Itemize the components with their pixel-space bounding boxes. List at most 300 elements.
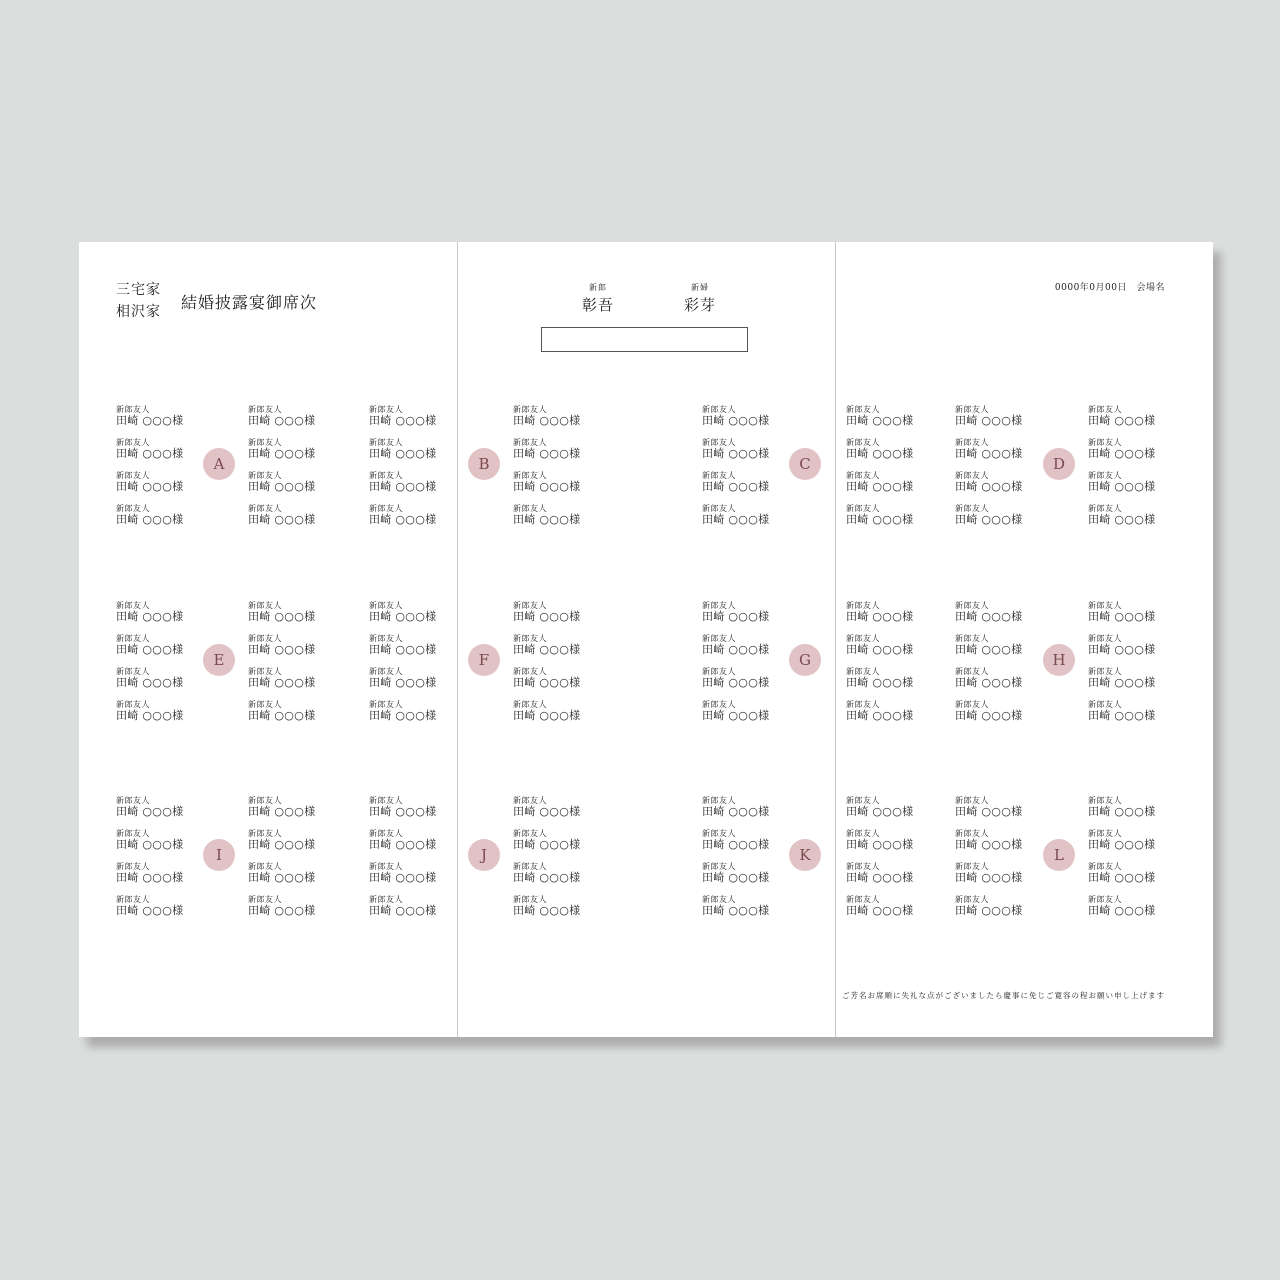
- guest-entry: [369, 829, 459, 852]
- guest-name: 田崎 ○○○様: [369, 643, 437, 656]
- guest-name: 田崎 ○○○様: [702, 447, 770, 460]
- guest-entry: [513, 634, 603, 657]
- guest-name: 田崎 ○○○様: [248, 709, 316, 722]
- guest-name: 田崎 ○○○様: [248, 871, 316, 884]
- guest-entry: [369, 405, 459, 428]
- guest-relation: 新郎友人: [955, 700, 989, 709]
- guest-relation: 新郎友人: [513, 471, 547, 480]
- guest-name: 田崎 ○○○様: [846, 676, 914, 689]
- guest-name: 田崎 ○○○様: [846, 871, 914, 884]
- guest-relation: 新郎友人: [513, 700, 547, 709]
- guest-entry: [1088, 504, 1178, 527]
- guest-entry: [513, 667, 603, 690]
- table-marker-f: F: [468, 644, 500, 676]
- guest-relation: 新郎友人: [955, 829, 989, 838]
- guest-relation: 新郎友人: [116, 438, 150, 447]
- guest-relation: 新郎友人: [846, 634, 880, 643]
- guest-relation: 新郎友人: [116, 700, 150, 709]
- guest-entry: [369, 862, 459, 885]
- guest-entry: [513, 700, 603, 723]
- guest-name: 田崎 ○○○様: [846, 610, 914, 623]
- guest-relation: 新郎友人: [1088, 405, 1122, 414]
- guest-entry: [702, 438, 792, 461]
- guest-entry: [955, 700, 1045, 723]
- guest-name: 田崎 ○○○様: [513, 447, 581, 460]
- guest-relation: 新郎友人: [846, 405, 880, 414]
- guest-relation: 新郎友人: [248, 504, 282, 513]
- guest-name: 田崎 ○○○様: [846, 643, 914, 656]
- guest-relation: 新郎友人: [513, 895, 547, 904]
- guest-entry: [116, 471, 206, 494]
- guest-entry: [955, 405, 1045, 428]
- family-names: [116, 279, 161, 323]
- guest-entry: [846, 829, 936, 852]
- guest-entry: [955, 862, 1045, 885]
- guest-relation: 新郎友人: [116, 601, 150, 610]
- guest-entry: [116, 895, 206, 918]
- bride-name: 彩芽: [683, 296, 716, 314]
- guest-name: 田崎 ○○○様: [955, 838, 1023, 851]
- guest-relation: 新郎友人: [248, 895, 282, 904]
- guest-relation: 新郎友人: [702, 471, 736, 480]
- guest-name: 田崎 ○○○様: [702, 513, 770, 526]
- guest-relation: 新郎友人: [369, 405, 403, 414]
- table-marker-k: K: [789, 839, 821, 871]
- guest-entry: [1088, 796, 1178, 819]
- guest-name: 田崎 ○○○様: [1088, 414, 1156, 427]
- guest-relation: 新郎友人: [116, 471, 150, 480]
- guest-relation: 新郎友人: [1088, 504, 1122, 513]
- guest-name: 田崎 ○○○様: [702, 838, 770, 851]
- guest-entry: [955, 667, 1045, 690]
- guest-name: 田崎 ○○○様: [955, 513, 1023, 526]
- guest-entry: [369, 796, 459, 819]
- guest-name: 田崎 ○○○様: [116, 904, 184, 917]
- guest-name: 田崎 ○○○様: [1088, 805, 1156, 818]
- guest-name: 田崎 ○○○様: [248, 805, 316, 818]
- guest-name: 田崎 ○○○様: [248, 447, 316, 460]
- guest-entry: [846, 796, 936, 819]
- guest-name: 田崎 ○○○様: [846, 805, 914, 818]
- guest-name: 田崎 ○○○様: [955, 904, 1023, 917]
- guest-entry: [116, 667, 206, 690]
- guest-relation: 新郎友人: [846, 667, 880, 676]
- guest-name: 田崎 ○○○様: [846, 513, 914, 526]
- guest-name: 田崎 ○○○様: [955, 447, 1023, 460]
- guest-entry: [513, 895, 603, 918]
- guest-relation: 新郎友人: [513, 504, 547, 513]
- guest-entry: [702, 862, 792, 885]
- table-marker-j: J: [468, 839, 500, 871]
- guest-entry: [955, 829, 1045, 852]
- guest-relation: 新郎友人: [513, 796, 547, 805]
- guest-relation: 新郎友人: [955, 895, 989, 904]
- guest-name: 田崎 ○○○様: [846, 904, 914, 917]
- guest-name: 田崎 ○○○様: [369, 871, 437, 884]
- guest-entry: [955, 634, 1045, 657]
- guest-entry: [116, 601, 206, 624]
- guest-name: 田崎 ○○○様: [846, 709, 914, 722]
- guest-entry: [513, 405, 603, 428]
- guest-relation: 新郎友人: [116, 862, 150, 871]
- guest-relation: 新郎友人: [1088, 471, 1122, 480]
- table-marker-g: G: [789, 644, 821, 676]
- guest-entry: [846, 405, 936, 428]
- guest-entry: [369, 634, 459, 657]
- document-title: 結婚披露宴御席次: [181, 293, 318, 312]
- guest-name: 田崎 ○○○様: [846, 838, 914, 851]
- guest-name: 田崎 ○○○様: [1088, 610, 1156, 623]
- guest-relation: 新郎友人: [369, 796, 403, 805]
- guest-name: 田崎 ○○○様: [116, 805, 184, 818]
- guest-relation: 新郎友人: [846, 438, 880, 447]
- guest-relation: 新郎友人: [702, 700, 736, 709]
- guest-entry: [513, 862, 603, 885]
- guest-entry: [248, 796, 338, 819]
- guest-name: 田崎 ○○○様: [702, 676, 770, 689]
- guest-entry: [248, 862, 338, 885]
- family-name-2: 相沢家: [116, 304, 161, 320]
- guest-entry: [116, 405, 206, 428]
- guest-relation: 新郎友人: [513, 634, 547, 643]
- guest-relation: 新郎友人: [1088, 829, 1122, 838]
- guest-name: 田崎 ○○○様: [248, 676, 316, 689]
- guest-entry: [116, 438, 206, 461]
- head-table-box: [541, 327, 748, 352]
- guest-name: 田崎 ○○○様: [702, 414, 770, 427]
- guest-relation: 新郎友人: [846, 895, 880, 904]
- guest-entry: [369, 438, 459, 461]
- guest-entry: [369, 471, 459, 494]
- guest-name: 田崎 ○○○様: [513, 414, 581, 427]
- guest-relation: 新郎友人: [513, 438, 547, 447]
- guest-relation: 新郎友人: [369, 700, 403, 709]
- guest-relation: 新郎友人: [1088, 700, 1122, 709]
- guest-relation: 新郎友人: [955, 667, 989, 676]
- guest-name: 田崎 ○○○様: [248, 904, 316, 917]
- guest-relation: 新郎友人: [248, 667, 282, 676]
- guest-name: 田崎 ○○○様: [1088, 676, 1156, 689]
- guest-name: 田崎 ○○○様: [369, 904, 437, 917]
- guest-name: 田崎 ○○○様: [955, 709, 1023, 722]
- guest-name: 田崎 ○○○様: [1088, 871, 1156, 884]
- guest-entry: [248, 667, 338, 690]
- guest-relation: 新郎友人: [248, 700, 282, 709]
- guest-name: 田崎 ○○○様: [1088, 643, 1156, 656]
- guest-entry: [116, 796, 206, 819]
- guest-entry: [702, 796, 792, 819]
- guest-name: 田崎 ○○○様: [1088, 709, 1156, 722]
- guest-relation: 新郎友人: [513, 829, 547, 838]
- guest-name: 田崎 ○○○様: [846, 447, 914, 460]
- guest-entry: [513, 471, 603, 494]
- guest-relation: 新郎友人: [846, 700, 880, 709]
- guest-entry: [702, 667, 792, 690]
- guest-name: 田崎 ○○○様: [369, 610, 437, 623]
- guest-relation: 新郎友人: [1088, 796, 1122, 805]
- guest-name: 田崎 ○○○様: [369, 447, 437, 460]
- guest-name: 田崎 ○○○様: [1088, 480, 1156, 493]
- guest-name: 田崎 ○○○様: [513, 676, 581, 689]
- guest-name: 田崎 ○○○様: [116, 676, 184, 689]
- guest-relation: 新郎友人: [955, 438, 989, 447]
- guest-entry: [1088, 405, 1178, 428]
- guest-relation: 新郎友人: [369, 862, 403, 871]
- groom-role: 新郎: [589, 283, 607, 292]
- guest-name: 田崎 ○○○様: [955, 805, 1023, 818]
- guest-entry: [248, 601, 338, 624]
- guest-relation: 新郎友人: [369, 634, 403, 643]
- guest-entry: [955, 796, 1045, 819]
- guest-relation: 新郎友人: [369, 438, 403, 447]
- guest-relation: 新郎友人: [513, 862, 547, 871]
- guest-entry: [846, 504, 936, 527]
- guest-relation: 新郎友人: [116, 667, 150, 676]
- guest-relation: 新郎友人: [1088, 667, 1122, 676]
- guest-name: 田崎 ○○○様: [116, 480, 184, 493]
- guest-relation: 新郎友人: [513, 405, 547, 414]
- guest-name: 田崎 ○○○様: [702, 904, 770, 917]
- guest-name: 田崎 ○○○様: [955, 643, 1023, 656]
- guest-relation: 新郎友人: [248, 438, 282, 447]
- guest-relation: 新郎友人: [702, 862, 736, 871]
- guest-relation: 新郎友人: [846, 829, 880, 838]
- guest-name: 田崎 ○○○様: [248, 610, 316, 623]
- guest-entry: [248, 895, 338, 918]
- guest-name: 田崎 ○○○様: [369, 513, 437, 526]
- guest-entry: [846, 438, 936, 461]
- guest-name: 田崎 ○○○様: [513, 513, 581, 526]
- table-marker-d: D: [1043, 448, 1075, 480]
- guest-name: 田崎 ○○○様: [369, 414, 437, 427]
- guest-entry: [955, 601, 1045, 624]
- guest-name: 田崎 ○○○様: [1088, 513, 1156, 526]
- guest-relation: 新郎友人: [955, 405, 989, 414]
- guest-name: 田崎 ○○○様: [702, 709, 770, 722]
- guest-entry: [513, 829, 603, 852]
- guest-entry: [513, 601, 603, 624]
- guest-relation: 新郎友人: [846, 862, 880, 871]
- guest-entry: [248, 700, 338, 723]
- guest-relation: 新郎友人: [846, 601, 880, 610]
- guest-entry: [116, 829, 206, 852]
- guest-entry: [513, 796, 603, 819]
- guest-relation: 新郎友人: [1088, 601, 1122, 610]
- guest-relation: 新郎友人: [248, 862, 282, 871]
- guest-entry: [513, 504, 603, 527]
- guest-relation: 新郎友人: [955, 634, 989, 643]
- guest-name: 田崎 ○○○様: [513, 838, 581, 851]
- guest-entry: [702, 405, 792, 428]
- guest-relation: 新郎友人: [955, 504, 989, 513]
- guest-entry: [702, 471, 792, 494]
- guest-name: 田崎 ○○○様: [248, 480, 316, 493]
- guest-name: 田崎 ○○○様: [702, 805, 770, 818]
- guest-entry: [116, 862, 206, 885]
- guest-entry: [369, 895, 459, 918]
- guest-name: 田崎 ○○○様: [248, 513, 316, 526]
- guest-name: 田崎 ○○○様: [513, 805, 581, 818]
- guest-relation: 新郎友人: [369, 667, 403, 676]
- guest-relation: 新郎友人: [702, 405, 736, 414]
- closing-message: ご芳名お席順に失礼な点がございましたら慶事に免じご寛容の程お願い申し上げます: [842, 991, 1165, 1000]
- guest-name: 田崎 ○○○様: [513, 904, 581, 917]
- guest-entry: [1088, 471, 1178, 494]
- guest-relation: 新郎友人: [369, 601, 403, 610]
- guest-entry: [846, 895, 936, 918]
- guest-name: 田崎 ○○○様: [369, 480, 437, 493]
- guest-relation: 新郎友人: [116, 895, 150, 904]
- guest-name: 田崎 ○○○様: [116, 513, 184, 526]
- guest-name: 田崎 ○○○様: [369, 838, 437, 851]
- guest-name: 田崎 ○○○様: [116, 447, 184, 460]
- guest-entry: [702, 634, 792, 657]
- guest-relation: 新郎友人: [702, 438, 736, 447]
- guest-name: 田崎 ○○○様: [702, 643, 770, 656]
- guest-name: 田崎 ○○○様: [513, 709, 581, 722]
- guest-relation: 新郎友人: [369, 829, 403, 838]
- guest-relation: 新郎友人: [116, 405, 150, 414]
- guest-name: 田崎 ○○○様: [116, 643, 184, 656]
- guest-relation: 新郎友人: [1088, 895, 1122, 904]
- guest-relation: 新郎友人: [702, 634, 736, 643]
- guest-name: 田崎 ○○○様: [369, 676, 437, 689]
- guest-entry: [955, 438, 1045, 461]
- guest-relation: 新郎友人: [248, 601, 282, 610]
- guest-entry: [1088, 634, 1178, 657]
- guest-name: 田崎 ○○○様: [513, 480, 581, 493]
- bride-role: 新婦: [691, 283, 709, 292]
- guest-name: 田崎 ○○○様: [955, 871, 1023, 884]
- guest-name: 田崎 ○○○様: [955, 610, 1023, 623]
- guest-name: 田崎 ○○○様: [846, 414, 914, 427]
- guest-entry: [1088, 438, 1178, 461]
- guest-entry: [116, 504, 206, 527]
- guest-name: 田崎 ○○○様: [513, 643, 581, 656]
- guest-entry: [369, 700, 459, 723]
- family-name-1: 三宅家: [116, 282, 161, 298]
- guest-relation: 新郎友人: [116, 634, 150, 643]
- guest-entry: [702, 601, 792, 624]
- seating-chart-sheet: [79, 242, 1213, 1037]
- guest-entry: [248, 504, 338, 527]
- guest-entry: [369, 504, 459, 527]
- guest-entry: [955, 471, 1045, 494]
- guest-entry: [248, 634, 338, 657]
- guest-entry: [846, 634, 936, 657]
- guest-relation: 新郎友人: [513, 667, 547, 676]
- guest-relation: 新郎友人: [1088, 438, 1122, 447]
- guest-entry: [1088, 829, 1178, 852]
- guest-relation: 新郎友人: [955, 471, 989, 480]
- guest-entry: [248, 471, 338, 494]
- guest-relation: 新郎友人: [116, 504, 150, 513]
- guest-entry: [955, 895, 1045, 918]
- guest-name: 田崎 ○○○様: [116, 709, 184, 722]
- guest-entry: [702, 829, 792, 852]
- guest-entry: [248, 405, 338, 428]
- table-marker-c: C: [789, 448, 821, 480]
- guest-name: 田崎 ○○○様: [955, 676, 1023, 689]
- table-marker-e: E: [203, 644, 235, 676]
- guest-relation: 新郎友人: [955, 862, 989, 871]
- guest-relation: 新郎友人: [702, 796, 736, 805]
- guest-relation: 新郎友人: [846, 471, 880, 480]
- table-marker-i: I: [203, 839, 235, 871]
- guest-name: 田崎 ○○○様: [1088, 904, 1156, 917]
- guest-entry: [1088, 601, 1178, 624]
- guest-relation: 新郎友人: [702, 504, 736, 513]
- guest-relation: 新郎友人: [1088, 862, 1122, 871]
- guest-name: 田崎 ○○○様: [1088, 447, 1156, 460]
- guest-name: 田崎 ○○○様: [369, 709, 437, 722]
- date-venue: 0000年0月00日 会場名: [1054, 283, 1165, 293]
- guest-entry: [116, 700, 206, 723]
- guest-relation: 新郎友人: [702, 667, 736, 676]
- guest-entry: [1088, 862, 1178, 885]
- guest-name: 田崎 ○○○様: [248, 838, 316, 851]
- guest-name: 田崎 ○○○様: [116, 838, 184, 851]
- guest-entry: [1088, 667, 1178, 690]
- guest-name: 田崎 ○○○様: [1088, 838, 1156, 851]
- table-marker-b: B: [468, 448, 500, 480]
- guest-entry: [955, 504, 1045, 527]
- guest-entry: [1088, 700, 1178, 723]
- guest-name: 田崎 ○○○様: [955, 480, 1023, 493]
- guest-relation: 新郎友人: [116, 796, 150, 805]
- guest-entry: [846, 667, 936, 690]
- guest-name: 田崎 ○○○様: [702, 480, 770, 493]
- guest-name: 田崎 ○○○様: [702, 610, 770, 623]
- guest-relation: 新郎友人: [248, 796, 282, 805]
- guest-entry: [116, 634, 206, 657]
- guest-relation: 新郎友人: [248, 634, 282, 643]
- guest-relation: 新郎友人: [116, 829, 150, 838]
- guest-entry: [702, 895, 792, 918]
- guest-entry: [369, 601, 459, 624]
- guest-name: 田崎 ○○○様: [513, 871, 581, 884]
- guest-relation: 新郎友人: [248, 829, 282, 838]
- guest-entry: [846, 471, 936, 494]
- guest-entry: [513, 438, 603, 461]
- guest-relation: 新郎友人: [369, 895, 403, 904]
- groom-name: 彰吾: [581, 296, 614, 314]
- guest-name: 田崎 ○○○様: [248, 414, 316, 427]
- guest-entry: [369, 667, 459, 690]
- guest-relation: 新郎友人: [369, 504, 403, 513]
- guest-relation: 新郎友人: [702, 829, 736, 838]
- guest-relation: 新郎友人: [369, 471, 403, 480]
- guest-name: 田崎 ○○○様: [702, 871, 770, 884]
- guest-name: 田崎 ○○○様: [248, 643, 316, 656]
- guest-entry: [702, 700, 792, 723]
- guest-name: 田崎 ○○○様: [955, 414, 1023, 427]
- guest-relation: 新郎友人: [248, 405, 282, 414]
- guest-entry: [248, 438, 338, 461]
- guest-entry: [846, 601, 936, 624]
- table-marker-a: A: [203, 448, 235, 480]
- guest-relation: 新郎友人: [702, 601, 736, 610]
- guest-entry: [248, 829, 338, 852]
- guest-relation: 新郎友人: [846, 504, 880, 513]
- guest-name: 田崎 ○○○様: [846, 480, 914, 493]
- guest-name: 田崎 ○○○様: [513, 610, 581, 623]
- table-marker-h: H: [1043, 644, 1075, 676]
- guest-relation: 新郎友人: [1088, 634, 1122, 643]
- guest-name: 田崎 ○○○様: [369, 805, 437, 818]
- guest-name: 田崎 ○○○様: [116, 610, 184, 623]
- guest-relation: 新郎友人: [846, 796, 880, 805]
